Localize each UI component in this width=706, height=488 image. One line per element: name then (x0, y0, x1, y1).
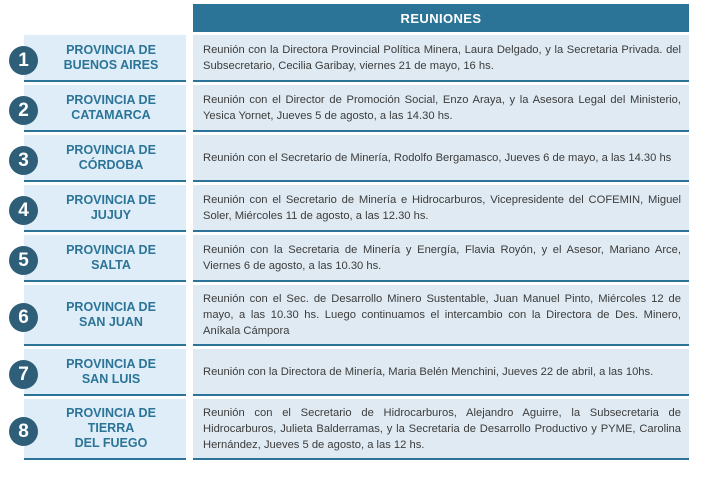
province-cell (24, 285, 186, 346)
province-cell (24, 349, 186, 396)
row-number-badge: 4 (9, 196, 38, 225)
table-row (0, 35, 706, 85)
province-name: SALTA (91, 257, 131, 272)
meeting-description (193, 349, 689, 396)
meeting-description (193, 35, 689, 82)
province-label: PROVINCIA DE (66, 142, 156, 157)
row-number-badge: 8 (9, 417, 38, 446)
row-number-badge: 7 (9, 360, 38, 389)
province-cell (24, 185, 186, 232)
table-row (0, 85, 706, 135)
province-label: PROVINCIA DE (66, 92, 156, 107)
province-label: PROVINCIA DE (66, 42, 156, 57)
province-name: DEL FUEGO (74, 436, 148, 450)
row-number-badge: 1 (9, 46, 38, 75)
meeting-text: Reunión con el Secretario de Hidrocarburos, Alejandro Aguirre, la Subsecretaria de Hidrocarburos, Julieta Balderramas, y la Secretaria de Desarrollo Productivo y PYME, Carolina Hernández, Jueves 5 de agosto, a las 12 hs. (203, 406, 681, 451)
table-row (0, 285, 706, 349)
province-cell (24, 135, 186, 182)
province-label: PROVINCIA DE (66, 242, 156, 257)
row-number-badge: 2 (9, 96, 38, 125)
province-name: TIERRA (87, 421, 135, 435)
meeting-description (193, 135, 689, 182)
meeting-text: Reunión con la Directora Provincial Política Minera, Laura Delgado, y la Secretaria Privada. del Subsecretario, Cecilia Garibay, viernes 21 de mayo, 16 hs. (203, 43, 681, 72)
table-row (0, 185, 706, 235)
province-cell (24, 399, 186, 460)
meeting-description (193, 399, 689, 460)
table-row (0, 349, 706, 399)
meeting-description (193, 285, 689, 346)
meeting-text: Reunión con el Secretario de Minería e Hidrocarburos, Vicepresidente del COFEMIN, Miguel Soler, Miércoles 11 de agosto, a las 12.30 hs. (203, 193, 681, 222)
province-label: PROVINCIA DE (66, 299, 156, 314)
meeting-description (193, 235, 689, 282)
meeting-text: Reunión con la Directora de Minería, Maria Belén Menchini, Jueves 22 de abril, a las 10hs. (203, 365, 654, 378)
table-row (0, 399, 706, 463)
meeting-text: Reunión con el Secretario de Minería, Rodolfo Bergamasco, Jueves 6 de mayo, a las 14.30 hs (203, 151, 672, 164)
province-name: CÓRDOBA (78, 157, 144, 172)
meeting-description (193, 85, 689, 132)
row-number-badge: 5 (9, 246, 38, 275)
province-label: PROVINCIA DE (66, 406, 156, 420)
table-header (193, 4, 689, 32)
province-name: SAN JUAN (79, 314, 143, 329)
meeting-text: Reunión con el Sec. de Desarrollo Minero Sustentable, Juan Manuel Pinto, Miércoles 12 de mayo, a las 10.30 hs. Luego continuamos el intercambio con la Directora de Des. Minero, Aníkala Cámpora (203, 292, 681, 337)
province-name: SAN LUIS (81, 371, 141, 386)
province-name: BUENOS AIRES (63, 57, 159, 72)
province-cell (24, 235, 186, 282)
header-title: REUNIONES (400, 10, 482, 26)
meeting-text: Reunión con la Secretaria de Minería y Energía, Flavia Royón, y el Asesor, Mariano Arce, Viernes 6 de agosto, a las 10.30 hs. (203, 243, 681, 272)
province-cell (24, 85, 186, 132)
meeting-text: Reunión con el Director de Promoción Social, Enzo Araya, y la Asesora Legal del Ministerio, Yesica Yornet, Jueves 5 de agosto, a las 14.30 hs. (203, 93, 681, 122)
row-number-badge: 3 (9, 146, 38, 175)
meeting-description (193, 185, 689, 232)
province-name: JUJUY (90, 207, 132, 222)
province-label: PROVINCIA DE (66, 356, 156, 371)
meetings-table (0, 35, 706, 463)
province-cell (24, 35, 186, 82)
table-row (0, 135, 706, 185)
province-label: PROVINCIA DE (66, 192, 156, 207)
province-name: CATAMARCA (71, 107, 151, 122)
row-number-badge: 6 (9, 303, 38, 332)
table-row (0, 235, 706, 285)
